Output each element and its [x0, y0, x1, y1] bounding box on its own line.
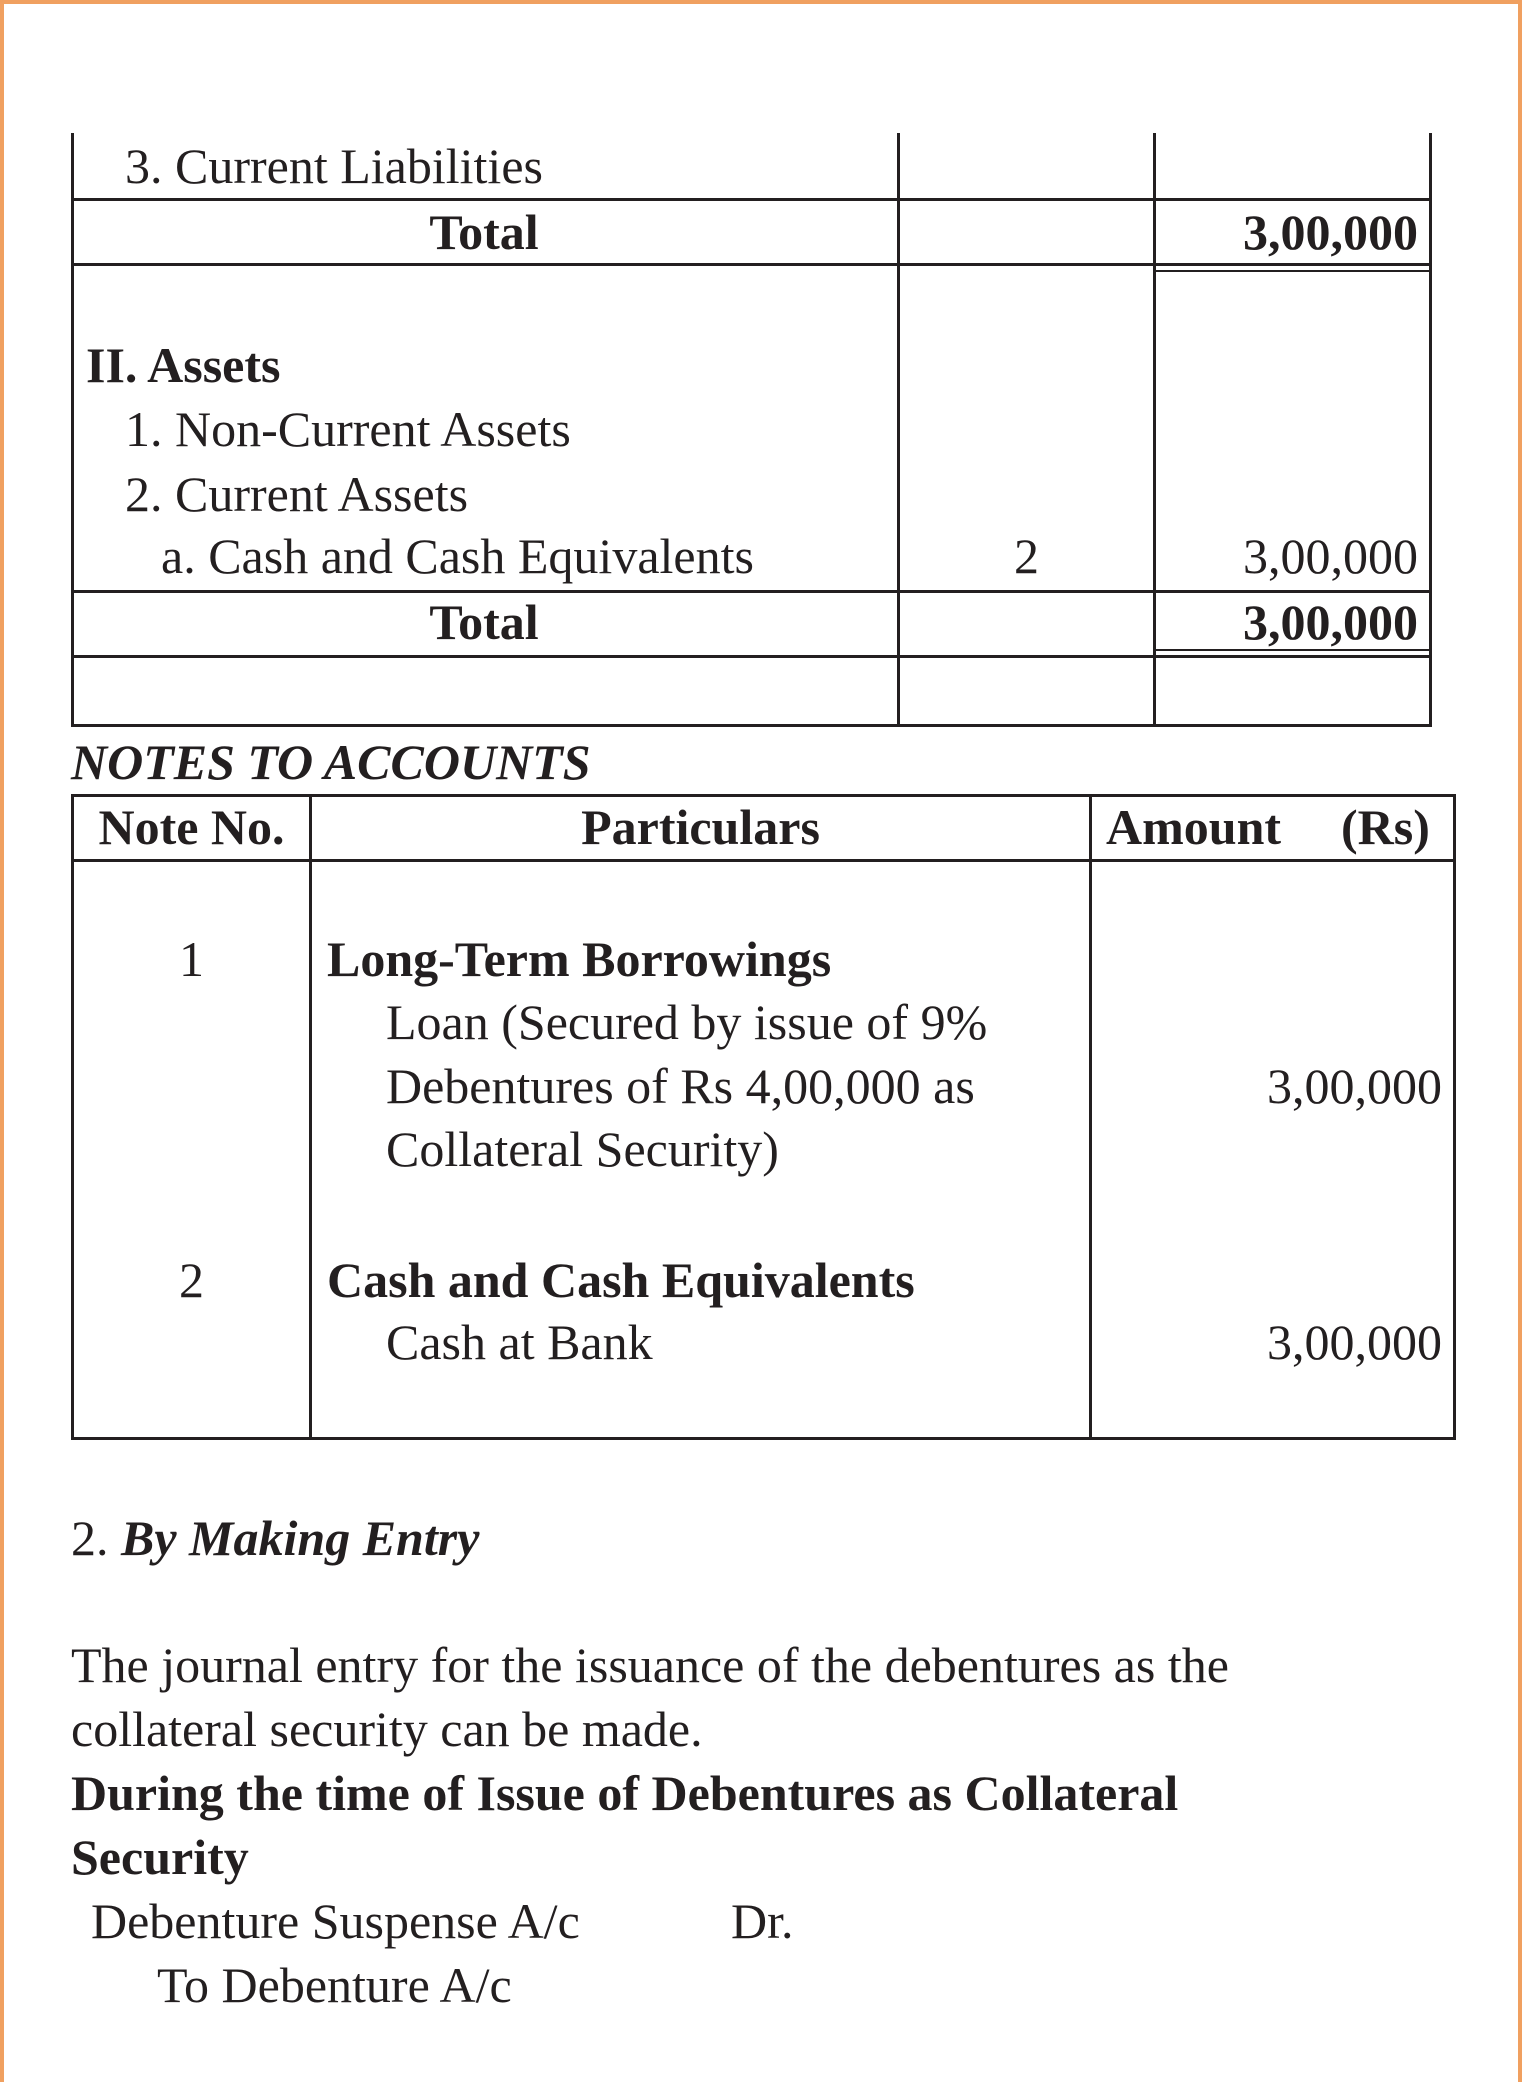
non-current-assets-label: 1. Non-Current Assets: [125, 401, 571, 457]
table-rule: [71, 655, 1432, 658]
column-header-rs: (Rs): [1341, 799, 1430, 855]
note-amount: 3,00,000: [1267, 1058, 1442, 1114]
table-divider-1: [897, 133, 900, 727]
note-line: Loan (Secured by issue of 9%: [386, 994, 988, 1050]
balance-sheet-table: [71, 133, 1432, 727]
paragraph-line: The journal entry for the issuance of the debentures as the: [71, 1637, 1229, 1693]
note-title: Long-Term Borrowings: [327, 931, 832, 987]
note-line: Cash at Bank: [386, 1314, 653, 1370]
table-rule: [71, 263, 1432, 266]
cash-equivalents-note: 2: [1014, 528, 1039, 584]
total-label: Total: [429, 204, 539, 260]
table-rule: [71, 724, 1432, 727]
note-line: Collateral Security): [386, 1121, 779, 1177]
journal-dr-marker: Dr.: [731, 1893, 794, 1949]
column-header-particulars: Particulars: [581, 799, 820, 855]
note-amount: 3,00,000: [1267, 1314, 1442, 1370]
note-number: 1: [179, 931, 204, 987]
table-border-right: [1429, 133, 1432, 727]
total-label: Total: [429, 594, 539, 650]
journal-credit-account: To Debenture A/c: [157, 1957, 512, 2013]
table-header-rule: [71, 859, 1456, 862]
current-liabilities-label: 3. Current Liabilities: [125, 138, 543, 194]
table-border-right: [1453, 794, 1456, 1440]
column-header-amount: Amount: [1106, 799, 1282, 855]
bold-heading-line: During the time of Issue of Debentures as Collateral: [71, 1765, 1179, 1821]
section-title: By Making Entry: [121, 1510, 480, 1566]
cash-equivalents-amount: 3,00,000: [1243, 528, 1418, 584]
table-divider-1: [309, 794, 312, 1440]
cash-equivalents-label: a. Cash and Cash Equivalents: [161, 528, 754, 584]
table-border-left: [71, 794, 74, 1440]
current-assets-label: 2. Current Assets: [125, 466, 469, 522]
double-underline: [1156, 270, 1429, 272]
note-number: 2: [179, 1252, 204, 1308]
bold-heading-line: Security: [71, 1829, 249, 1885]
total-value: 3,00,000: [1243, 204, 1418, 260]
paragraph-line: collateral security can be made.: [71, 1701, 703, 1757]
notes-table: [71, 794, 1456, 1440]
table-border-bottom: [71, 1437, 1456, 1440]
note-title: Cash and Cash Equivalents: [327, 1252, 915, 1308]
section-heading: [71, 1508, 479, 1568]
notes-heading: NOTES TO ACCOUNTS: [71, 734, 591, 790]
note-line: Debentures of Rs 4,00,000 as: [386, 1058, 975, 1114]
journal-debit-account: Debenture Suspense A/c: [91, 1893, 580, 1949]
column-header-note-no: Note No.: [98, 799, 285, 855]
table-rule: [71, 198, 1432, 201]
assets-heading: II. Assets: [86, 337, 281, 393]
total-value: 3,00,000: [1243, 594, 1418, 650]
section-number: 2.: [71, 1510, 109, 1566]
